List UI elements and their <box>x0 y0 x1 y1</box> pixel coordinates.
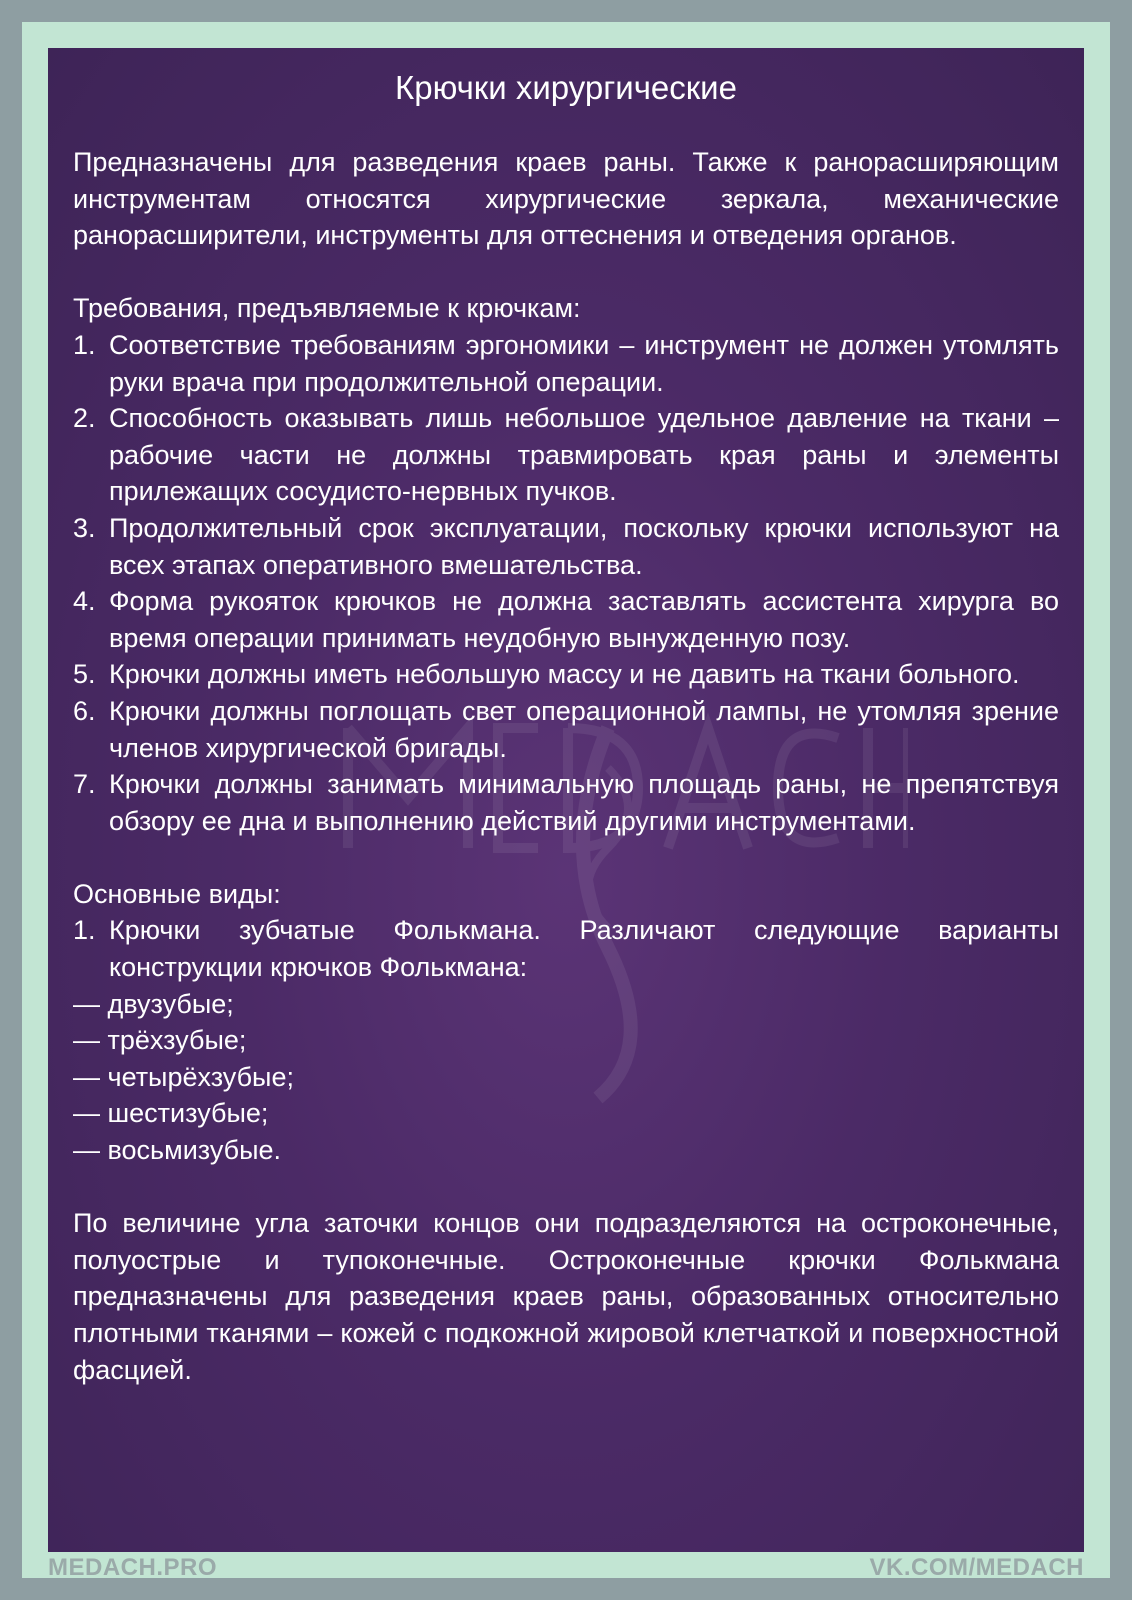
closing-paragraph: По величине угла заточки концов они подразделяются на остроконечные, полуострые и тупоконечные. Остроконечные крючки Фолькмана предназначены для разведения краев раны, образованных относительно плотными тканями – кожей с подкожной жировой клетчаткой и поверхностной фасцией. <box>73 1208 1059 1385</box>
requirements-heading: Требования, предъявляемые к крючкам: <box>73 293 581 324</box>
variant-item: — двузубые; <box>73 988 234 1019</box>
variant-item: — трёхзубые; <box>73 1025 247 1056</box>
list-item: 1. Соответствие требованиям эргономики – инструмент не должен утомлять руки врача при продолжительной операции. <box>73 329 1059 397</box>
page-title: Крючки хирургические <box>395 69 737 106</box>
list-item: 4. Форма рукояток крючков не должна заставлять ассистента хирурга во время операции принимать неудобную вынужденную позу. <box>73 586 1059 653</box>
list-item: 5. Крючки должны иметь небольшую массу и не давить на ткани больного. <box>73 659 1020 690</box>
content-card <box>48 48 1084 1552</box>
types-heading: Основные виды: <box>73 878 281 909</box>
list-item: 3. Продолжительный срок эксплуатации, поскольку крючки используют на всех этапах оперативного вмешательства. <box>73 512 1059 580</box>
spacer <box>73 254 1059 291</box>
footer-vk-link[interactable]: VK.COM/MEDACH <box>869 1554 1084 1581</box>
types-list <box>73 912 1059 985</box>
list-item: 1. Крючки зубчатые Фолькмана. Различают следующие варианты конструкции крючков Фолькмана: <box>73 915 1059 983</box>
variant-item: — четырёхзубые; <box>73 1061 294 1092</box>
variant-item: — восьмизубые. <box>73 1135 282 1166</box>
intro-paragraph: Предназначены для разведения краев раны. Также к ранорасширяющим инструментам относятся хирургические зеркала, механические ранорасширители, инструменты для оттеснения и отведения органов. <box>73 147 1059 251</box>
list-item: 2. Способность оказывать лишь небольшое удельное давление на ткани – рабочие части не должны травмировать края раны и элементы прилежащих сосудисто-нервных пучков. <box>73 403 1059 507</box>
spacer <box>73 839 1059 876</box>
requirements-list <box>73 327 1059 839</box>
variant-item: — шестизубые; <box>73 1098 269 1129</box>
list-item: 6. Крючки должны поглощать свет операционной лампы, не утомляя зрение членов хирургической бригады. <box>73 695 1059 763</box>
footer-site-link[interactable]: MEDACH.PRO <box>48 1554 218 1581</box>
spacer <box>73 1169 1059 1206</box>
list-item: 7. Крючки должны занимать минимальную площадь раны, не препятствуя обзору ее дна и выполнению действий другими инструментами. <box>73 769 1059 836</box>
